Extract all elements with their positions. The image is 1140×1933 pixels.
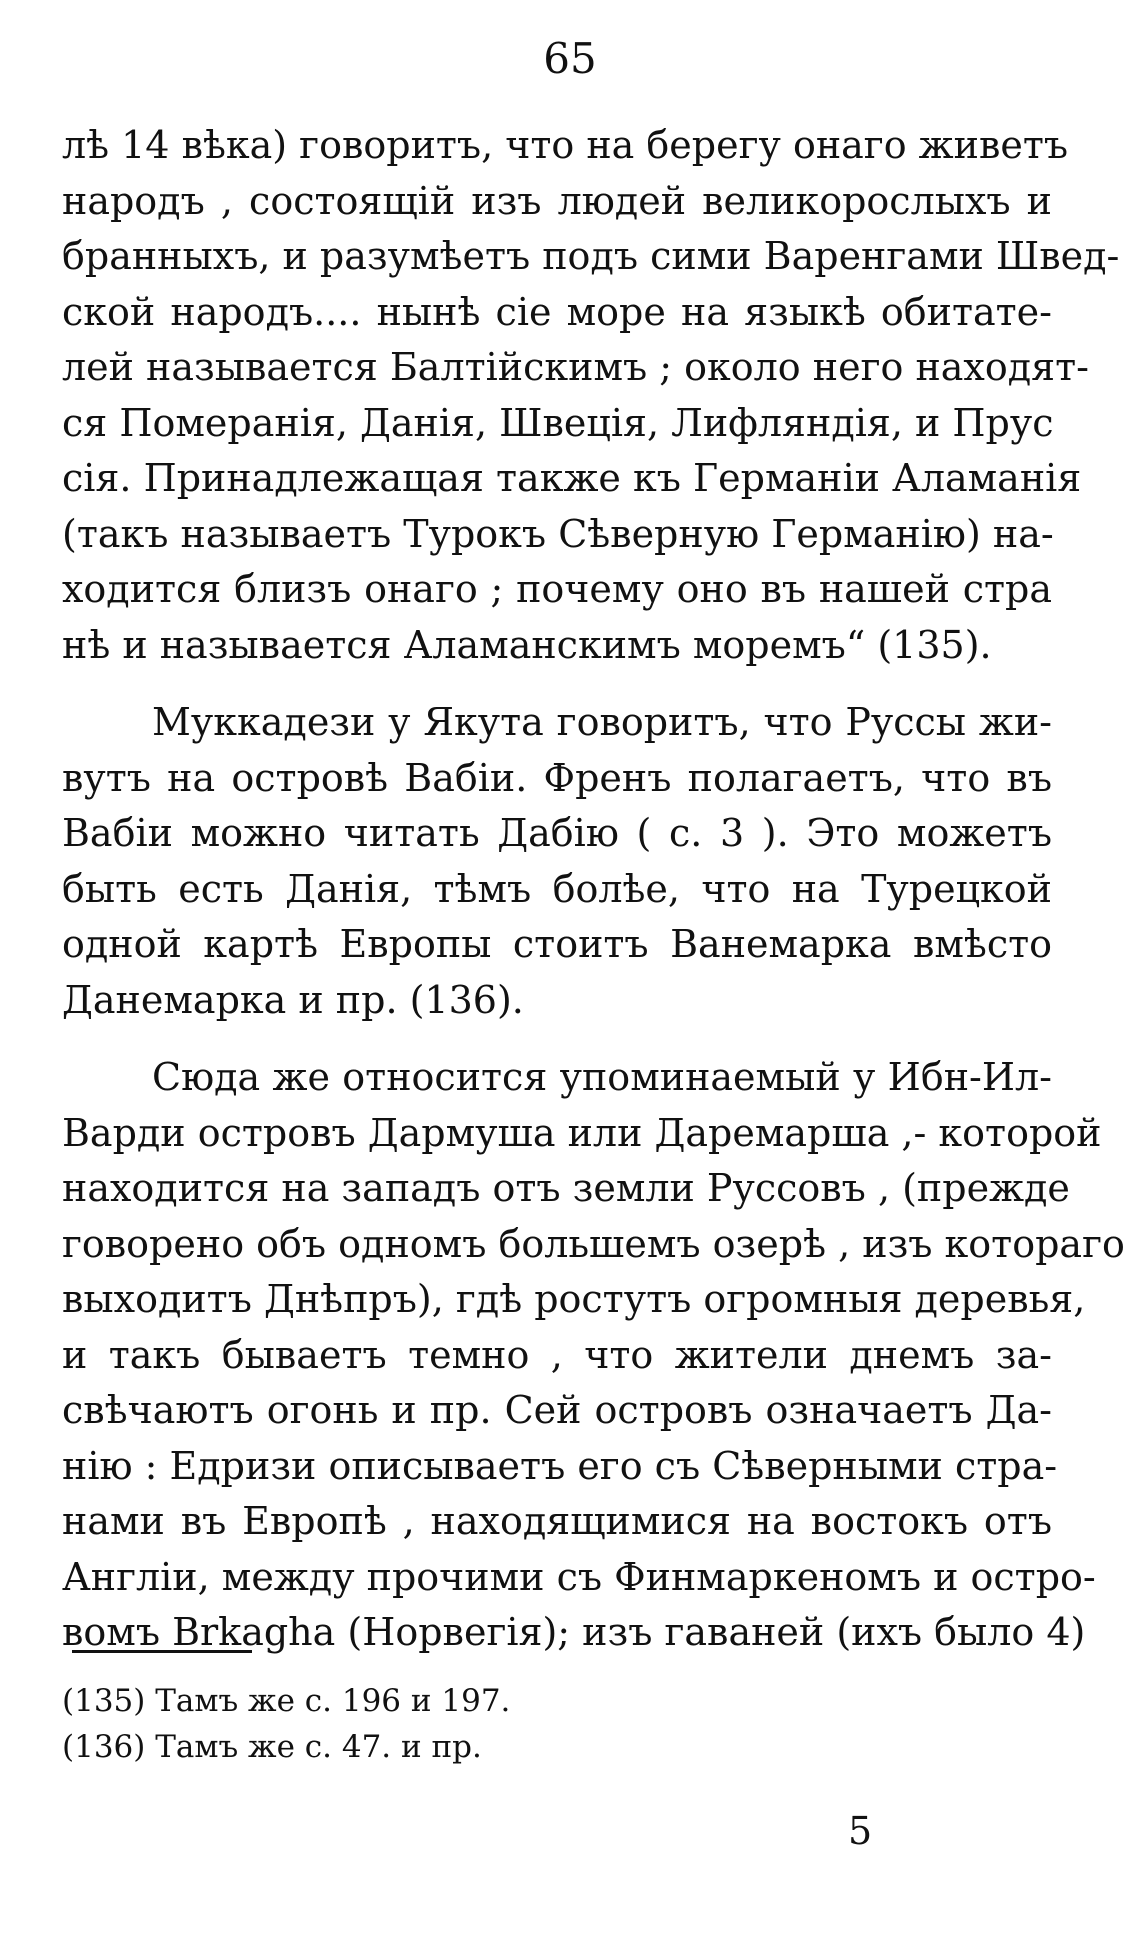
footnote-136: (136) Тамъ же с. 47. и пр. — [62, 1729, 482, 1765]
text-line: бранныхъ, и разумѣетъ подъ сими Варенгами Швед- — [62, 234, 1120, 278]
signature-mark: 5 — [848, 1809, 873, 1853]
text-line: лѣ 14 вѣка) говоритъ, что на берегу онаго живетъ — [62, 123, 1069, 167]
paragraph-2 — [62, 695, 1052, 1028]
text-line: одной картѣ Европы стоитъ Ванемарка вмѣсто — [62, 922, 1052, 966]
text-line: нію : Едризи описываетъ его съ Сѣверными стра- — [62, 1443, 1058, 1488]
page-number: 65 — [543, 34, 597, 83]
text-line: лей называется Балтійскимъ ; около него находят- — [62, 345, 1089, 389]
text-line: ся Померанія, Данія, Швеція, Лифляндія, и Прус — [62, 400, 1054, 445]
text-line: говорено объ одномъ большемъ озерѣ , изъ котораго — [62, 1221, 1125, 1266]
footnote-divider — [72, 1650, 252, 1653]
body-text — [62, 118, 1125, 1661]
text-line: народъ , состоящій изъ людей великорослыхъ и — [62, 178, 1052, 223]
text-line: Вабіи можно читать Дабію ( с. 3 ). Это можетъ — [62, 811, 1052, 855]
footnotes — [62, 1678, 962, 1770]
text-line: быть есть Данія, тѣмъ болѣе, что на Турецкой — [62, 866, 1052, 911]
text-line: свѣчаютъ огонь и пр. Сей островъ означаетъ Да- — [62, 1388, 1052, 1432]
text-line: ской народъ.... нынѣ сіе море на языкѣ обитате- — [62, 289, 1052, 334]
text-line: вутъ на островѣ Вабіи. Френъ полагаетъ, что въ — [62, 755, 1052, 800]
text-line: находится на западъ отъ земли Руссовъ , (прежде — [62, 1166, 1070, 1210]
text-line: Сюда же относится упоминаемый у Ибн-Ил- — [152, 1055, 1052, 1099]
footnote-135: (135) Тамъ же с. 196 и 197. — [62, 1683, 511, 1719]
paragraph-3 — [62, 1050, 1125, 1661]
text-line: (такъ называетъ Турокъ Сѣверную Германію) на- — [62, 511, 1054, 556]
text-line: Англіи, между прочими съ Финмаркеномъ и остро- — [62, 1554, 1096, 1599]
text-line: и такъ бываетъ темно , что жители днемъ за- — [62, 1332, 1052, 1377]
text-line: нѣ и называется Аламанскимъ моремъ“ (135). — [62, 622, 992, 667]
text-line: нами въ Европѣ , находящимися на востокъ отъ — [62, 1499, 1052, 1543]
text-line: вомъ Brkagha (Норвегія); изъ гаваней (ихъ было 4) — [62, 1610, 1086, 1654]
text-line: Варди островъ Дармуша или Даремарша ,- которой — [62, 1110, 1102, 1155]
text-line: ходится близъ онаго ; почему оно въ нашей стра — [62, 567, 1052, 611]
text-line: сія. Принадлежащая также къ Германіи Аламанія — [62, 456, 1082, 500]
text-line: Муккадези у Якута говоритъ, что Руссы жи- — [152, 700, 1052, 744]
text-line: выходитъ Днѣпръ), гдѣ ростутъ огромныя деревья, — [62, 1277, 1086, 1321]
text-line: Данемарка и пр. (136). — [62, 977, 524, 1022]
paragraph-1 — [62, 118, 1120, 673]
